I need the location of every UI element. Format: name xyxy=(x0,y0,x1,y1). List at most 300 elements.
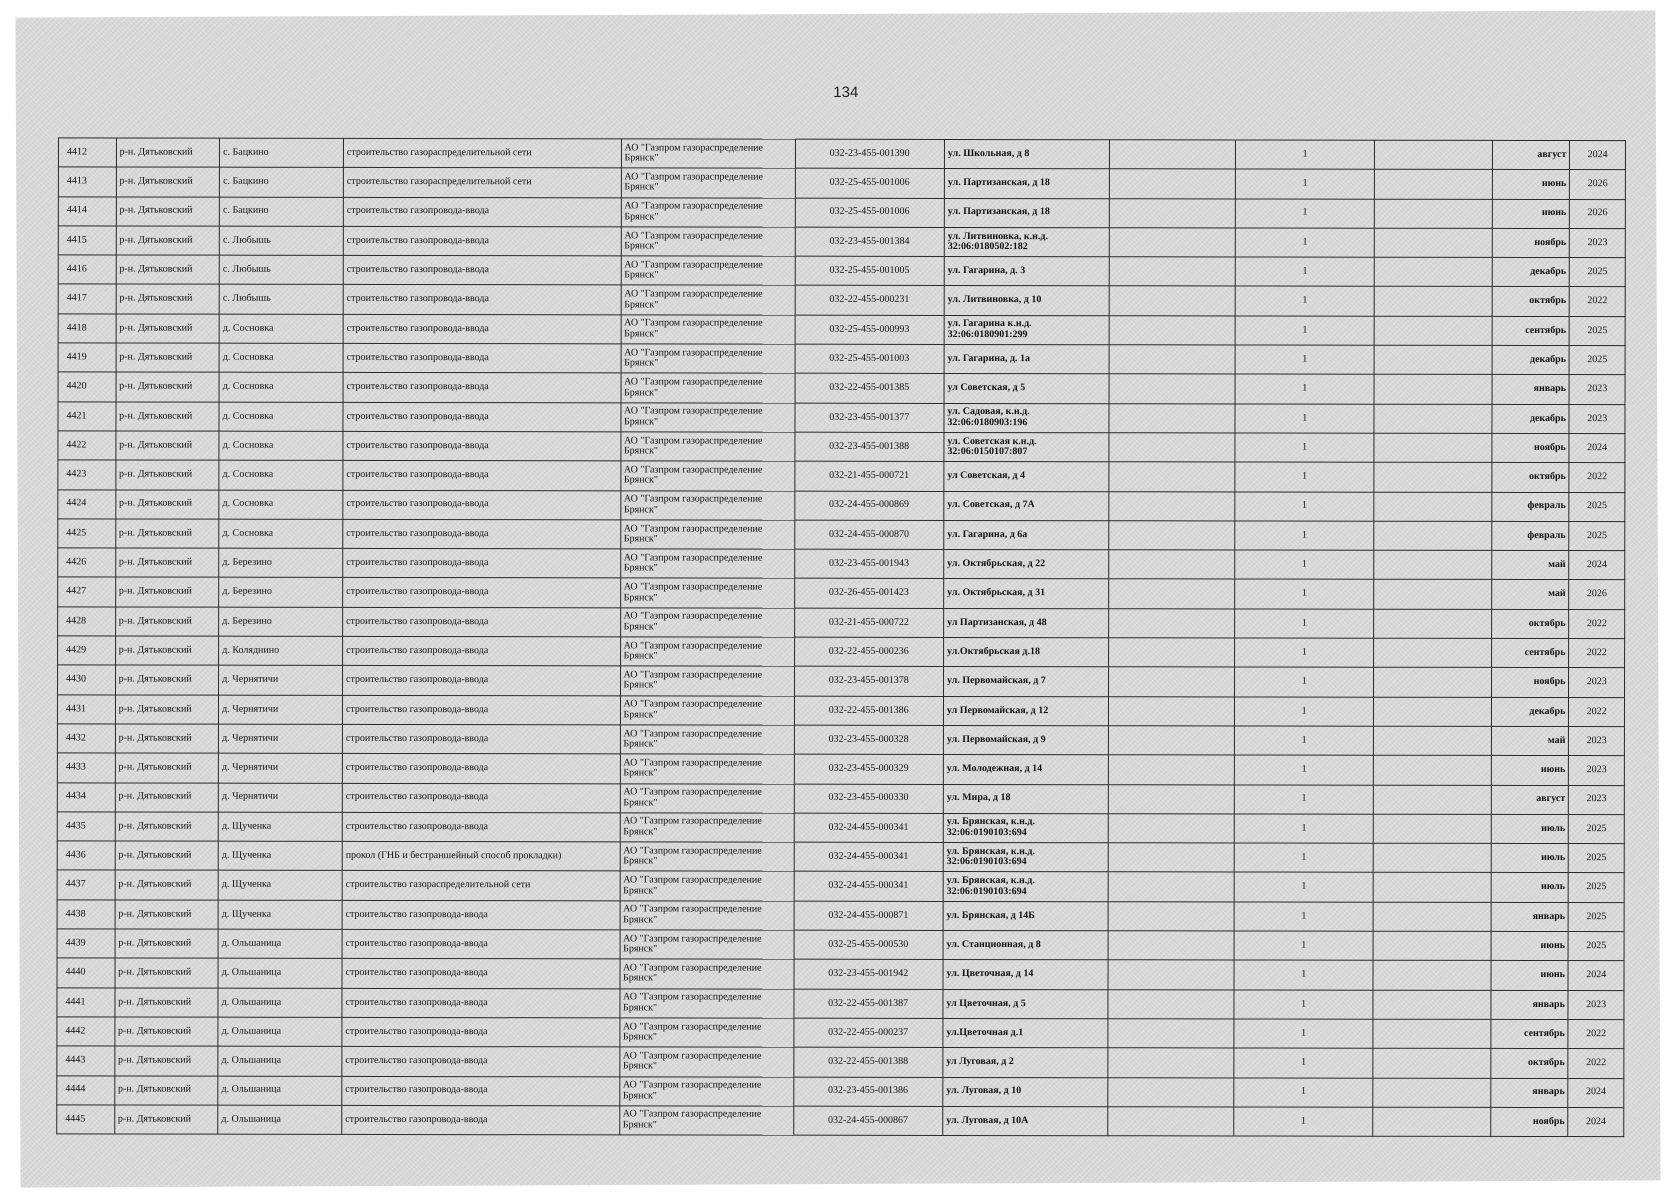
row-number-cell: 4418 xyxy=(58,314,116,343)
object-code-cell: 032-23-455-000329 xyxy=(794,754,943,784)
organization-cell: АО "Газпром газораспределение Брянск" xyxy=(619,988,793,1018)
address-cell: ул Советская, д 5 xyxy=(944,374,1109,404)
organization-cell: АО "Газпром газораспределение Брянск" xyxy=(620,637,794,667)
blank-cell xyxy=(1373,961,1490,991)
work-type-cell: строительство газопровода-ввода xyxy=(343,197,621,227)
settlement-cell: д. Сосновка xyxy=(219,343,343,373)
month-cell: сентябрь xyxy=(1491,638,1569,667)
district-cell: р-н. Дятьковский xyxy=(115,988,219,1017)
district-cell: р-н. Дятьковский xyxy=(115,548,219,577)
blank-cell xyxy=(1109,872,1235,902)
blank-cell xyxy=(1374,287,1491,317)
month-cell: ноябрь xyxy=(1491,433,1569,462)
settlement-cell: д. Березино xyxy=(219,548,343,578)
row-number-cell: 4425 xyxy=(58,519,116,548)
table-row xyxy=(58,372,1625,404)
organization-cell: АО "Газпром газораспределение Брянск" xyxy=(620,608,794,638)
object-code-cell: 032-23-455-001377 xyxy=(794,403,943,433)
blank-cell xyxy=(1373,931,1490,961)
blank-cell xyxy=(1109,667,1235,697)
work-type-cell: строительство газопровода-ввода xyxy=(342,754,620,784)
year-cell: 2023 xyxy=(1569,668,1625,697)
row-number-cell: 4441 xyxy=(57,988,115,1017)
blank-cell xyxy=(1109,638,1235,668)
row-number-cell: 4439 xyxy=(57,929,115,958)
month-cell: сентябрь xyxy=(1490,1019,1568,1048)
blank-cell xyxy=(1374,668,1491,698)
row-number-cell: 4416 xyxy=(58,255,116,284)
blank-cell xyxy=(1108,1107,1234,1137)
object-code-cell: 032-23-455-001942 xyxy=(793,959,942,989)
table-row xyxy=(57,724,1624,756)
object-code-cell: 032-22-455-001385 xyxy=(795,374,944,404)
row-number-cell: 4422 xyxy=(58,431,116,460)
object-code-cell: 032-24-455-000869 xyxy=(794,491,943,521)
blank-cell xyxy=(1374,199,1491,229)
work-type-cell: строительство газопровода-ввода xyxy=(343,431,621,461)
object-code-cell: 032-25-455-001005 xyxy=(795,256,944,286)
year-cell: 2022 xyxy=(1568,1049,1624,1078)
blank-cell xyxy=(1110,140,1236,170)
month-cell: август xyxy=(1491,785,1569,814)
blank-cell xyxy=(1373,1107,1490,1137)
object-code-cell: 032-25-455-001003 xyxy=(795,344,944,374)
table-row xyxy=(58,460,1625,492)
object-code-cell: 032-22-455-001386 xyxy=(794,696,943,726)
object-code-cell: 032-25-455-000530 xyxy=(794,930,943,960)
address-cell: ул. Брянская, к.н.д. 32:06:0190103:694 xyxy=(943,813,1108,843)
year-cell: 2026 xyxy=(1570,199,1626,228)
quantity-cell: 1 xyxy=(1234,1048,1373,1078)
month-cell: май xyxy=(1491,580,1569,609)
blank-cell xyxy=(1109,374,1235,404)
row-number-cell: 4434 xyxy=(57,782,115,811)
year-cell: 2025 xyxy=(1570,316,1626,345)
year-cell: 2025 xyxy=(1569,346,1625,375)
blank-cell xyxy=(1109,726,1235,756)
blank-cell xyxy=(1110,198,1236,228)
table-row xyxy=(58,196,1625,228)
quantity-cell: 1 xyxy=(1235,521,1374,551)
settlement-cell: д. Ольшаница xyxy=(218,958,342,988)
district-cell: р-н. Дятьковский xyxy=(115,636,219,665)
organization-cell: АО "Газпром газораспределение Брянск" xyxy=(620,901,794,931)
district-cell: р-н. Дятьковский xyxy=(115,519,219,548)
district-cell: р-н. Дятьковский xyxy=(115,607,219,636)
work-type-cell: строительство газопровода-ввода xyxy=(343,256,621,286)
year-cell: 2022 xyxy=(1569,639,1625,668)
organization-cell: АО "Газпром газораспределение Брянск" xyxy=(620,783,794,813)
settlement-cell: д. Ольшаница xyxy=(218,929,342,959)
organization-cell: АО "Газпром газораспределение Брянск" xyxy=(620,666,794,696)
address-cell: ул. Партизанская, д 18 xyxy=(944,198,1109,228)
blank-cell xyxy=(1373,755,1490,785)
blank-cell xyxy=(1109,814,1235,844)
blank-cell xyxy=(1374,433,1491,463)
blank-cell xyxy=(1108,901,1234,931)
address-cell: ул. Первомайская, д 7 xyxy=(943,667,1108,697)
table-row xyxy=(57,1017,1624,1049)
work-type-cell: строительство газопровода-ввода xyxy=(342,1047,620,1077)
blank-cell xyxy=(1373,1078,1490,1108)
object-code-cell: 032-24-455-000870 xyxy=(794,520,943,550)
address-cell: ул.Октябрьская д.18 xyxy=(943,637,1108,667)
work-type-cell: строительство газопровода-ввода xyxy=(343,578,621,608)
table-row xyxy=(57,1075,1624,1107)
row-number-cell: 4431 xyxy=(57,695,115,724)
year-cell: 2025 xyxy=(1569,873,1625,902)
quantity-cell: 1 xyxy=(1235,697,1374,727)
object-code-cell: 032-23-455-001378 xyxy=(794,667,943,697)
address-cell: ул. Садовая, к.н.д. 32:06:0180903:196 xyxy=(944,403,1109,433)
blank-cell xyxy=(1110,257,1236,287)
object-code-cell: 032-26-455-001423 xyxy=(794,579,943,609)
quantity-cell: 1 xyxy=(1234,1077,1373,1107)
district-cell: р-н. Дятьковский xyxy=(116,343,220,372)
row-number-cell: 4430 xyxy=(58,665,116,694)
organization-cell: АО "Газпром газораспределение Брянск" xyxy=(620,403,794,433)
settlement-cell: д. Ольшаница xyxy=(218,1046,342,1076)
work-type-cell: строительство газопровода-ввода xyxy=(342,812,620,842)
address-cell: ул. Мира, д 18 xyxy=(943,784,1108,814)
quantity-cell: 1 xyxy=(1235,726,1374,756)
organization-cell: АО "Газпром газораспределение Брянск" xyxy=(621,285,795,315)
month-cell: январь xyxy=(1491,902,1569,931)
quantity-cell: 1 xyxy=(1236,228,1375,258)
blank-cell xyxy=(1108,1019,1234,1049)
object-code-cell: 032-22-455-001387 xyxy=(793,989,942,1019)
district-cell: р-н. Дятьковский xyxy=(114,1105,218,1134)
blank-cell xyxy=(1109,696,1235,726)
settlement-cell: д. Сосновка xyxy=(219,314,343,344)
table-row xyxy=(57,841,1624,873)
row-number-cell: 4433 xyxy=(57,753,115,782)
district-cell: р-н. Дятьковский xyxy=(115,695,219,724)
row-number-cell: 4444 xyxy=(57,1075,115,1104)
month-cell: январь xyxy=(1490,990,1568,1019)
work-type-cell: строительство газопровода-ввода xyxy=(342,724,620,754)
year-cell: 2024 xyxy=(1568,1078,1624,1107)
table-row xyxy=(58,665,1625,697)
blank-cell xyxy=(1109,433,1235,463)
month-cell: июль xyxy=(1491,873,1569,902)
work-type-cell: строительство газопровода-ввода xyxy=(343,402,621,432)
month-cell: ноябрь xyxy=(1491,668,1569,697)
quantity-cell: 1 xyxy=(1235,755,1374,785)
quantity-cell: 1 xyxy=(1235,814,1374,844)
address-cell: ул. Станционная, д 8 xyxy=(943,930,1108,960)
year-cell: 2024 xyxy=(1569,434,1625,463)
quantity-cell: 1 xyxy=(1236,257,1375,287)
work-type-cell: строительство газопровода-ввода xyxy=(343,373,621,403)
blank-cell xyxy=(1109,462,1235,492)
year-cell: 2022 xyxy=(1569,463,1625,492)
blank-cell xyxy=(1374,228,1491,258)
year-cell: 2022 xyxy=(1569,609,1625,638)
year-cell: 2023 xyxy=(1569,726,1625,755)
year-cell: 2025 xyxy=(1570,258,1626,287)
quantity-cell: 1 xyxy=(1235,843,1374,873)
blank-cell xyxy=(1374,609,1491,639)
table-row xyxy=(57,988,1624,1020)
blank-cell xyxy=(1373,785,1490,815)
table-row xyxy=(58,138,1625,170)
blank-cell xyxy=(1108,931,1234,961)
quantity-cell: 1 xyxy=(1234,872,1373,902)
quantity-cell: 1 xyxy=(1235,433,1374,463)
table-row xyxy=(58,577,1625,609)
address-cell: ул. Гагарина к.н.д. 32:06:0180901:299 xyxy=(944,315,1109,345)
district-cell: р-н. Дятьковский xyxy=(115,900,219,929)
object-code-cell: 032-21-455-000722 xyxy=(794,608,943,638)
work-type-cell: строительство газопровода-ввода xyxy=(343,226,621,256)
district-cell: р-н. Дятьковский xyxy=(116,314,220,343)
address-cell: ул. Гагарина, д. 3 xyxy=(944,257,1109,287)
address-cell: ул. Брянская, к.н.д. 32:06:0190103:694 xyxy=(943,843,1108,873)
organization-cell: АО "Газпром газораспределение Брянск" xyxy=(619,1018,793,1048)
blank-cell xyxy=(1373,814,1490,844)
quantity-cell: 1 xyxy=(1236,199,1375,229)
address-cell: ул. Луговая, д 10 xyxy=(943,1077,1108,1107)
month-cell: октябрь xyxy=(1491,609,1569,638)
row-number-cell: 4429 xyxy=(58,636,116,665)
address-cell: ул. Цветочная, д 14 xyxy=(943,960,1108,990)
address-cell: ул. Школьная, д 8 xyxy=(944,139,1109,169)
settlement-cell: д. Ольшаница xyxy=(218,988,342,1018)
row-number-cell: 4413 xyxy=(58,167,116,196)
work-type-cell: строительство газопровода-ввода xyxy=(342,1017,620,1047)
object-code-cell: 032-22-455-001388 xyxy=(793,1047,942,1077)
quantity-cell: 1 xyxy=(1234,902,1373,932)
organization-cell: АО "Газпром газораспределение Брянск" xyxy=(620,725,794,755)
year-cell: 2023 xyxy=(1568,990,1624,1019)
work-type-cell: строительство газопровода-ввода xyxy=(343,461,621,491)
month-cell: май xyxy=(1491,726,1569,755)
object-code-cell: 032-21-455-000721 xyxy=(794,461,943,491)
organization-cell: АО "Газпром газораспределение Брянск" xyxy=(620,432,794,462)
table-row xyxy=(57,958,1624,990)
organization-cell: АО "Газпром газораспределение Брянск" xyxy=(620,959,794,989)
year-cell: 2026 xyxy=(1570,170,1626,199)
row-number-cell: 4415 xyxy=(58,226,116,255)
settlement-cell: д. Сосновка xyxy=(219,519,343,549)
blank-cell xyxy=(1374,316,1491,346)
blank-cell xyxy=(1374,521,1491,551)
organization-cell: АО "Газпром газораспределение Брянск" xyxy=(619,1106,793,1136)
blank-cell xyxy=(1374,345,1491,375)
table-row xyxy=(58,607,1625,639)
year-cell: 2023 xyxy=(1569,756,1625,785)
settlement-cell: с. Бацкино xyxy=(219,197,343,227)
year-cell: 2022 xyxy=(1570,287,1626,316)
settlement-cell: д. Чернятичи xyxy=(218,783,342,813)
organization-cell: АО "Газпром газораспределение Брянск" xyxy=(620,813,794,843)
table-row xyxy=(57,929,1624,961)
organization-cell: АО "Газпром газораспределение Брянск" xyxy=(621,139,795,169)
month-cell: октябрь xyxy=(1492,287,1570,316)
table-row xyxy=(57,870,1624,902)
scanned-page xyxy=(15,10,1660,1187)
object-code-cell: 032-25-455-001006 xyxy=(795,168,944,198)
month-cell: октябрь xyxy=(1490,1049,1568,1078)
blank-cell xyxy=(1374,169,1491,199)
month-cell: февраль xyxy=(1491,521,1569,550)
district-cell: р-н. Дятьковский xyxy=(115,929,219,958)
organization-cell: АО "Газпром газораспределение Брянск" xyxy=(621,373,795,403)
address-cell: ул. Партизанская, д 18 xyxy=(944,169,1109,199)
settlement-cell: д. Щученка xyxy=(218,871,342,901)
month-cell: июнь xyxy=(1490,961,1568,990)
year-cell: 2025 xyxy=(1569,902,1625,931)
settlement-cell: д. Коляднино xyxy=(219,636,343,666)
organization-cell: АО "Газпром газораспределение Брянск" xyxy=(621,197,795,227)
table-row xyxy=(57,695,1624,727)
table-row xyxy=(58,284,1625,316)
work-type-cell: строительство газораспределительной сети xyxy=(343,168,621,198)
settlement-cell: д. Сосновка xyxy=(219,490,343,520)
row-number-cell: 4438 xyxy=(57,900,115,929)
organization-cell: АО "Газпром газораспределение Брянск" xyxy=(620,490,794,520)
district-cell: р-н. Дятьковский xyxy=(116,460,220,489)
settlement-cell: с. Бацкино xyxy=(220,138,344,168)
district-cell: р-н. Дятьковский xyxy=(116,431,220,460)
settlement-cell: д. Чернятичи xyxy=(219,724,343,754)
table-body xyxy=(57,138,1626,1137)
work-type-cell: строительство газопровода-ввода xyxy=(342,900,620,930)
district-cell: р-н. Дятьковский xyxy=(115,577,219,606)
month-cell: декабрь xyxy=(1492,258,1570,287)
organization-cell: АО "Газпром газораспределение Брянск" xyxy=(620,578,794,608)
gasification-table xyxy=(56,137,1626,1137)
settlement-cell: д. Щученка xyxy=(218,841,342,871)
row-number-cell: 4436 xyxy=(57,841,115,870)
district-cell: р-н. Дятьковский xyxy=(114,1046,218,1075)
quantity-cell: 1 xyxy=(1236,169,1375,199)
quantity-cell: 1 xyxy=(1235,579,1374,609)
district-cell: р-н. Дятьковский xyxy=(115,665,219,694)
address-cell: ул. Литвиновка, д 10 xyxy=(944,286,1109,316)
month-cell: июль xyxy=(1491,844,1569,873)
object-code-cell: 032-22-455-000236 xyxy=(794,637,943,667)
district-cell: р-н. Дятьковский xyxy=(116,255,220,284)
object-code-cell: 032-22-455-000237 xyxy=(793,1018,942,1048)
table-row xyxy=(58,548,1625,580)
address-cell: ул. Гагарина, д 6а xyxy=(944,520,1109,550)
object-code-cell: 032-24-455-000871 xyxy=(794,901,943,931)
year-cell: 2023 xyxy=(1569,404,1625,433)
work-type-cell: строительство газопровода-ввода xyxy=(343,314,621,344)
work-type-cell: строительство газопровода-ввода xyxy=(343,607,621,637)
organization-cell: АО "Газпром газораспределение Брянск" xyxy=(620,930,794,960)
table-row xyxy=(58,431,1625,463)
page-number: 134 xyxy=(833,83,859,102)
settlement-cell: д. Березино xyxy=(219,607,343,637)
settlement-cell: д. Сосновка xyxy=(219,431,343,461)
settlement-cell: д. Щученка xyxy=(218,900,342,930)
blank-cell xyxy=(1110,286,1236,316)
quantity-cell: 1 xyxy=(1234,1107,1373,1137)
organization-cell: АО "Газпром газораспределение Брянск" xyxy=(621,315,795,345)
year-cell: 2024 xyxy=(1568,961,1624,990)
quantity-cell: 1 xyxy=(1235,345,1374,375)
year-cell: 2025 xyxy=(1569,844,1625,873)
work-type-cell: строительство газопровода-ввода xyxy=(342,929,620,959)
settlement-cell: д. Сосновка xyxy=(219,373,343,403)
blank-cell xyxy=(1374,492,1491,522)
blank-cell xyxy=(1374,638,1491,668)
blank-cell xyxy=(1374,462,1491,492)
table-row xyxy=(58,519,1625,551)
work-type-cell: строительство газопровода-ввода xyxy=(343,343,621,373)
settlement-cell: д. Чернятичи xyxy=(219,753,343,783)
work-type-cell: строительство газопровода-ввода xyxy=(343,636,621,666)
month-cell: май xyxy=(1491,551,1569,580)
blank-cell xyxy=(1108,1077,1234,1107)
month-cell: январь xyxy=(1490,1078,1568,1107)
organization-cell: АО "Газпром газораспределение Брянск" xyxy=(619,1076,793,1106)
district-cell: р-н. Дятьковский xyxy=(115,753,219,782)
work-type-cell: строительство газопровода-ввода xyxy=(343,490,621,520)
blank-cell xyxy=(1109,608,1235,638)
object-code-cell: 032-23-455-000328 xyxy=(794,725,943,755)
address-cell: ул. Гагарина, д. 1а xyxy=(944,345,1109,375)
row-number-cell: 4437 xyxy=(57,870,115,899)
address-cell: ул. Первомайская, д 9 xyxy=(943,725,1108,755)
table-row xyxy=(58,636,1625,668)
row-number-cell: 4424 xyxy=(58,489,116,518)
month-cell: июль xyxy=(1491,814,1569,843)
quantity-cell: 1 xyxy=(1236,140,1375,170)
row-number-cell: 4423 xyxy=(58,460,116,489)
blank-cell xyxy=(1109,843,1235,873)
district-cell: р-н. Дятьковский xyxy=(116,284,220,313)
organization-cell: АО "Газпром газораспределение Брянск" xyxy=(620,549,794,579)
work-type-cell: строительство газопровода-ввода xyxy=(342,783,620,813)
blank-cell xyxy=(1375,140,1492,170)
blank-cell xyxy=(1374,404,1491,434)
month-cell: август xyxy=(1492,140,1570,169)
district-cell: р-н. Дятьковский xyxy=(115,724,219,753)
month-cell: февраль xyxy=(1491,492,1569,521)
organization-cell: АО "Газпром газораспределение Брянск" xyxy=(620,842,794,872)
table-row xyxy=(57,782,1624,814)
month-cell: декабрь xyxy=(1491,697,1569,726)
settlement-cell: д. Сосновка xyxy=(219,460,343,490)
address-cell: ул. Советская, д 7А xyxy=(944,491,1109,521)
blank-cell xyxy=(1373,1019,1490,1049)
blank-cell xyxy=(1373,990,1490,1020)
settlement-cell: с. Любышь xyxy=(219,255,343,285)
address-cell: ул Первомайская, д 12 xyxy=(943,696,1108,726)
settlement-cell: д. Ольшаница xyxy=(218,1017,342,1047)
settlement-cell: д. Березино xyxy=(219,578,343,608)
object-code-cell: 032-24-455-000341 xyxy=(794,813,943,843)
settlement-cell: д. Сосновка xyxy=(219,402,343,432)
quantity-cell: 1 xyxy=(1235,492,1374,522)
quantity-cell: 1 xyxy=(1235,462,1374,492)
work-type-cell: строительство газопровода-ввода xyxy=(343,549,621,579)
district-cell: р-н. Дятьковский xyxy=(115,1017,219,1046)
table-row xyxy=(58,226,1625,258)
work-type-cell: прокол (ГНБ и бестраншейный способ прокладки) xyxy=(342,842,620,872)
table-row xyxy=(57,900,1624,932)
work-type-cell: строительство газопровода-ввода xyxy=(342,695,620,725)
row-number-cell: 4426 xyxy=(58,548,116,577)
district-cell: р-н. Дятьковский xyxy=(114,1075,218,1104)
quantity-cell: 1 xyxy=(1235,316,1374,346)
object-code-cell: 032-25-455-001006 xyxy=(795,198,944,228)
address-cell: ул Советская, д 4 xyxy=(944,462,1109,492)
